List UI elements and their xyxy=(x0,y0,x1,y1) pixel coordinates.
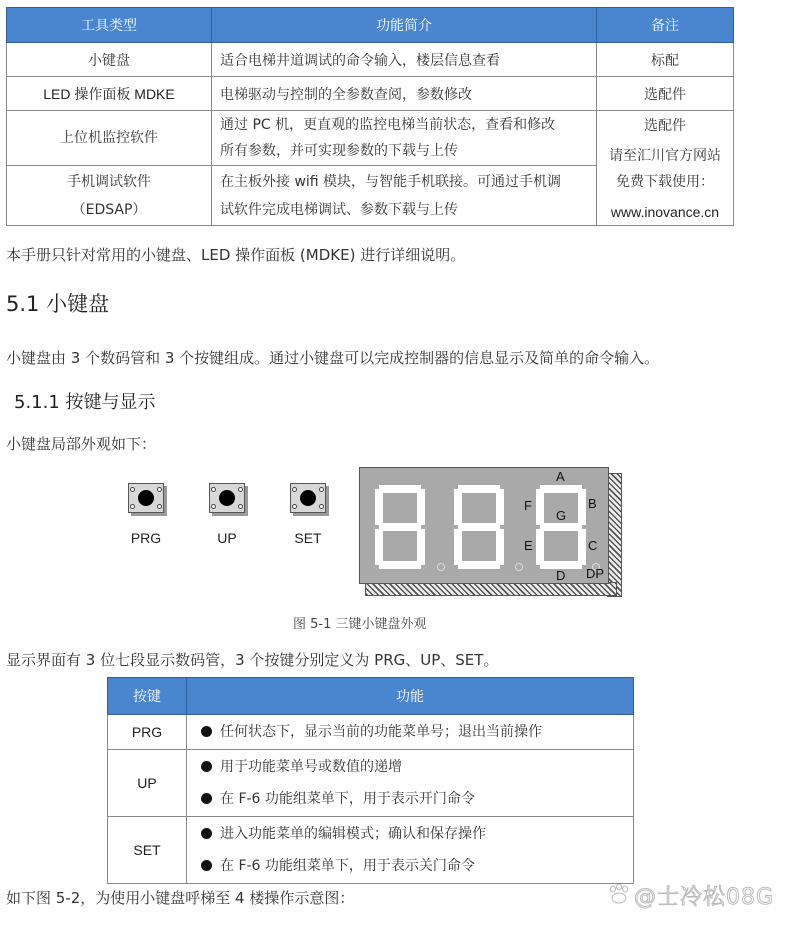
desc-line: 在主板外接 wifi 模块，与智能手机联接。可通过手机调 xyxy=(220,173,562,190)
desc-line: 通过 PC 机，更直观的监控电梯当前状态，查看和修改 xyxy=(220,117,556,134)
appearance-paragraph: 小键盘局部外观如下： xyxy=(6,435,157,453)
cell-function xyxy=(187,750,634,817)
figure-caption: 图 5-1 三键小键盘外观 xyxy=(293,617,427,632)
segment-label-d: D xyxy=(556,568,566,583)
header-tool-type: 工具类型 xyxy=(7,8,212,43)
cell-key: UP xyxy=(108,750,187,817)
type-line: 手机调试软件 xyxy=(67,173,151,190)
decimal-point-icon xyxy=(515,563,523,571)
segment-label-c: C xyxy=(588,538,598,553)
note-line: 请至汇川官方网站 xyxy=(609,148,721,164)
function-text: 在 F-6 功能组菜单下，用于表示开门命令 xyxy=(220,791,475,807)
tool-type-table xyxy=(6,7,734,226)
bullet-icon xyxy=(201,860,212,871)
cell-note: 标配 xyxy=(597,43,734,77)
display-shadow xyxy=(365,582,617,596)
set-key xyxy=(290,483,328,546)
segment-label-b: B xyxy=(588,496,597,511)
digit-icon xyxy=(536,485,586,569)
digit-icon xyxy=(375,485,425,569)
function-text: 进入功能菜单的编辑模式；确认和保存操作 xyxy=(220,826,486,842)
seven-segment-display xyxy=(359,467,609,584)
button-icon xyxy=(209,483,245,513)
digit-icon xyxy=(454,485,504,569)
decimal-point-icon xyxy=(437,563,445,571)
key-label: UP xyxy=(217,530,237,546)
desc-line: 试软件完成电梯调试、参数下载与上传 xyxy=(220,201,458,218)
segment-label-a: A xyxy=(556,469,565,484)
header-key: 按键 xyxy=(108,678,187,715)
header-note: 备注 xyxy=(597,8,734,43)
table-row xyxy=(7,111,734,166)
button-icon xyxy=(290,483,326,513)
cell-note: 选配件 xyxy=(597,77,734,111)
note-line: 选配件 xyxy=(644,118,686,134)
function-text: 任何状态下，显示当前的功能菜单号；退出当前操作 xyxy=(220,724,542,740)
table-row xyxy=(7,77,734,111)
button-icon xyxy=(128,483,164,513)
header-function: 功能简介 xyxy=(212,8,597,43)
display-shadow xyxy=(607,473,622,597)
baidu-paw-icon xyxy=(608,884,630,904)
table-header-row xyxy=(7,8,734,43)
function-text: 在 F-6 功能组菜单下，用于表示关门命令 xyxy=(220,858,475,874)
section-paragraph: 小键盘由 3 个数码管和 3 个按键组成。通过小键盘可以完成控制器的信息显示及简单的命令输入。 xyxy=(6,349,660,367)
function-line xyxy=(201,850,632,882)
cell-type: 上位机监控软件 xyxy=(7,111,212,166)
function-line xyxy=(201,716,632,748)
header-function: 功能 xyxy=(187,678,634,715)
cell-type: 小键盘 xyxy=(7,43,212,77)
cell-function xyxy=(187,817,634,884)
cell-desc xyxy=(212,166,597,226)
table-row xyxy=(7,43,734,77)
section-title: 5.1 小键盘 xyxy=(6,292,110,316)
cell-desc xyxy=(212,111,597,166)
cell-desc: 适合电梯井道调试的命令输入，楼层信息查看 xyxy=(212,43,597,77)
cell-key: PRG xyxy=(108,715,187,750)
key-label: SET xyxy=(294,530,322,546)
function-line xyxy=(201,783,632,815)
segment-label-e: E xyxy=(524,538,533,553)
cell-key: SET xyxy=(108,817,187,884)
segment-label-dp: DP xyxy=(586,566,605,581)
segment-label-g: G xyxy=(556,508,567,523)
key-function-table xyxy=(107,677,634,884)
key-label: PRG xyxy=(130,530,162,546)
display-paragraph: 显示界面有 3 位七段显示数码管，3 个按键分别定义为 PRG、UP、SET。 xyxy=(6,651,499,669)
table-row xyxy=(108,750,634,817)
subsection-title: 5.1.1 按键与显示 xyxy=(14,392,156,413)
prg-key xyxy=(128,483,166,546)
type-line: （EDSAP） xyxy=(71,201,147,218)
desc-line: 所有参数，并可实现参数的下载与上传 xyxy=(220,143,458,160)
cell-note xyxy=(597,111,734,226)
intro-paragraph: 本手册只针对常用的小键盘、LED 操作面板 (MDKE) 进行详细说明。 xyxy=(6,246,466,264)
up-key xyxy=(209,483,247,546)
bullet-icon xyxy=(201,828,212,839)
function-line xyxy=(201,818,632,850)
watermark: @士冷松08G xyxy=(634,885,775,910)
cell-type: LED 操作面板 MDKE xyxy=(7,77,212,111)
bullet-icon xyxy=(201,726,212,737)
table-row xyxy=(108,715,634,750)
website-link[interactable]: www.inovance.cn xyxy=(610,204,720,220)
function-line xyxy=(201,751,632,783)
bullet-icon xyxy=(201,793,212,804)
footer-paragraph: 如下图 5-2，为使用小键盘呼梯至 4 楼操作示意图： xyxy=(6,889,355,907)
table-header-row xyxy=(108,678,634,715)
bullet-icon xyxy=(201,761,212,772)
segment-label-f: F xyxy=(524,498,532,513)
table-row xyxy=(108,817,634,884)
cell-function xyxy=(187,715,634,750)
function-text: 用于功能菜单号或数值的递增 xyxy=(220,759,402,775)
cell-desc: 电梯驱动与控制的全参数查阅，参数修改 xyxy=(212,77,597,111)
note-line: 免费下载使用： xyxy=(616,174,714,190)
cell-type xyxy=(7,166,212,226)
